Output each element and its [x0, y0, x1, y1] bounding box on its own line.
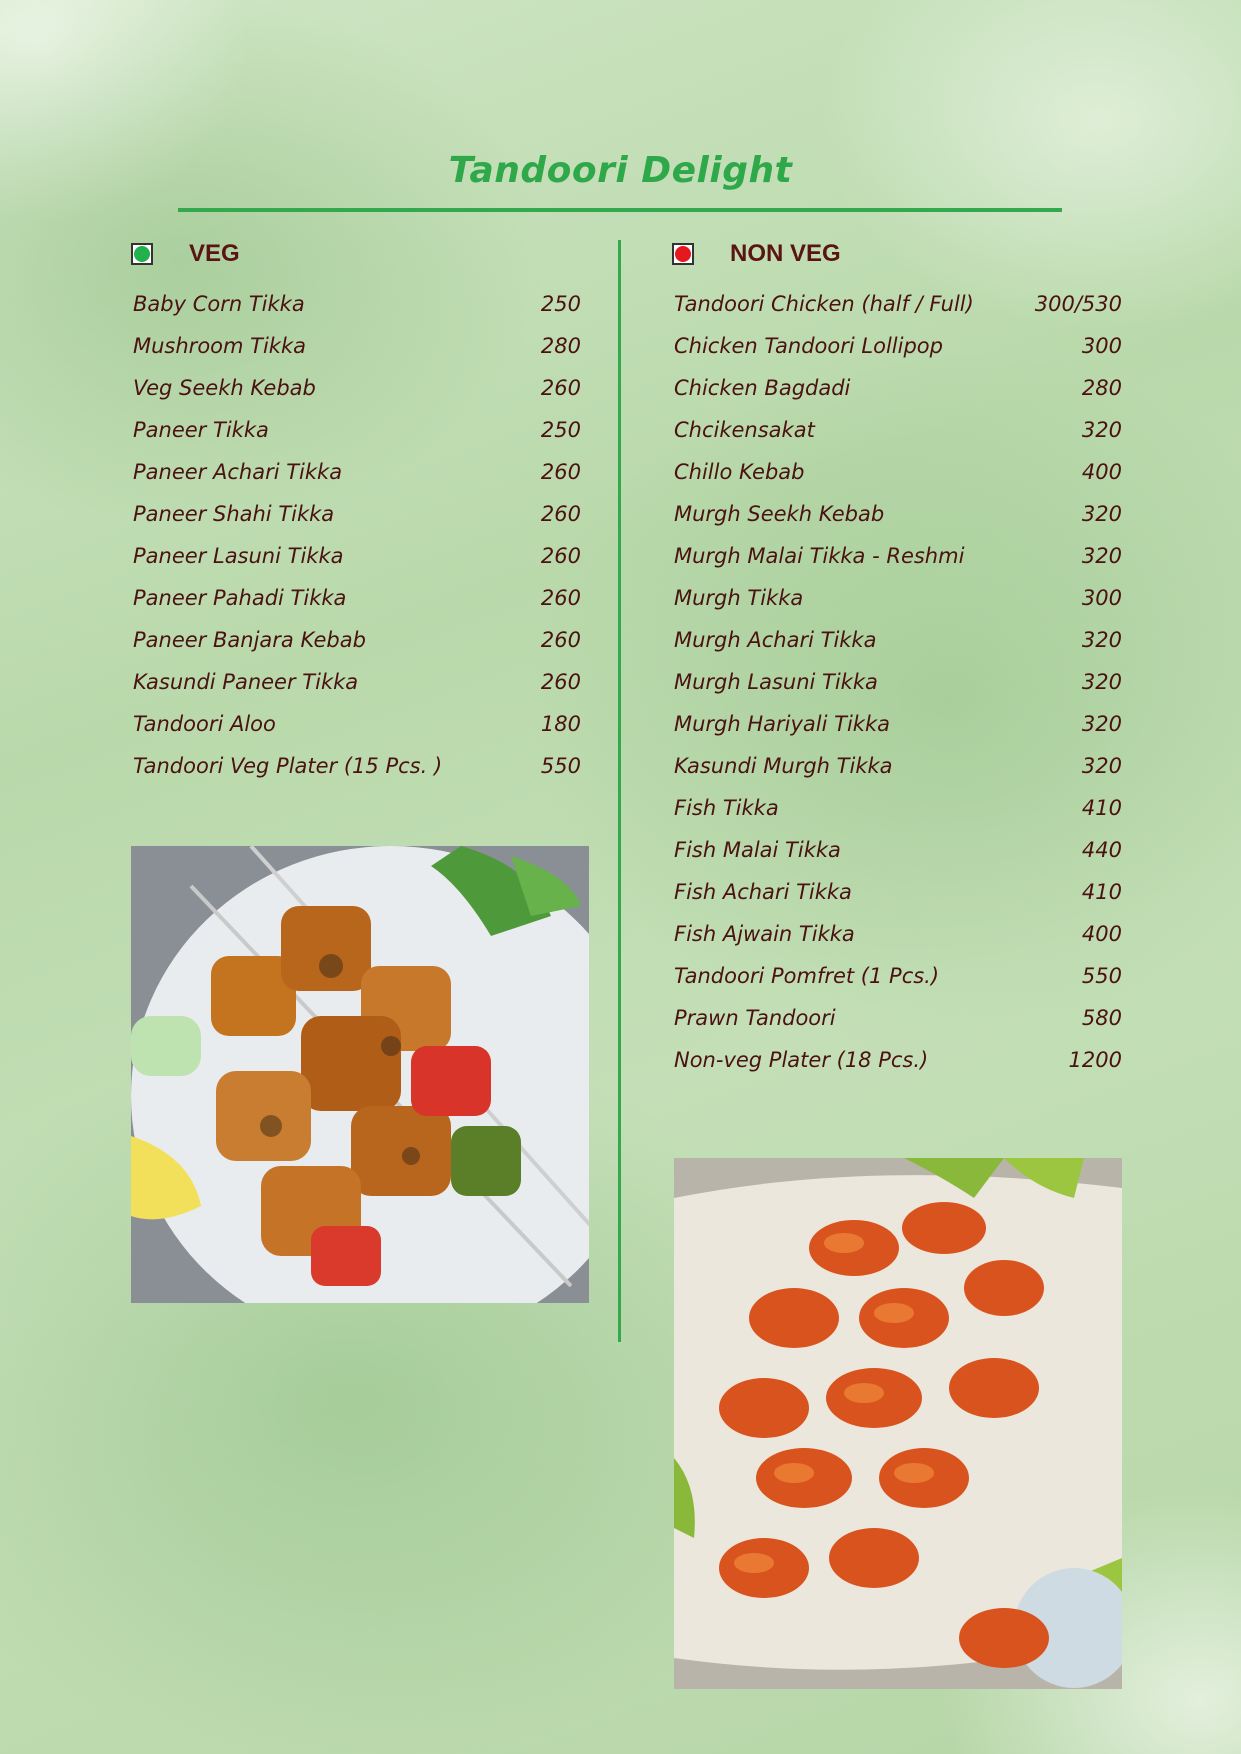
menu-item-name: Fish Tikka [674, 796, 779, 820]
menu-item [133, 283, 581, 325]
menu-item-name: Tandoori Chicken (half / Full) [674, 292, 974, 316]
menu-item-name: Paneer Lasuni Tikka [133, 544, 344, 568]
menu-item [674, 703, 1122, 745]
menu-item-name: Murgh Tikka [674, 586, 804, 610]
menu-item-name: Chicken Bagdadi [674, 376, 851, 400]
menu-item-name: Non-veg Plater (18 Pcs.) [674, 1048, 929, 1072]
menu-item-price: 250 [540, 292, 581, 316]
menu-item [674, 619, 1122, 661]
menu-item [133, 745, 581, 787]
menu-item-price: 320 [1081, 754, 1122, 778]
menu-item [674, 661, 1122, 703]
menu-item [674, 829, 1122, 871]
menu-item-name: Prawn Tandoori [674, 1006, 836, 1030]
menu-item [674, 577, 1122, 619]
veg-section-header [131, 240, 240, 268]
menu-item-price: 300 [1081, 586, 1122, 610]
menu-item [133, 325, 581, 367]
menu-item [674, 535, 1122, 577]
paneer-tikka-photo [131, 846, 589, 1303]
menu-item-name: Mushroom Tikka [133, 334, 306, 358]
menu-item-price: 320 [1081, 712, 1122, 736]
menu-item-name: Fish Ajwain Tikka [674, 922, 855, 946]
menu-item [133, 703, 581, 745]
nonveg-menu-list [674, 283, 1122, 1081]
menu-item-price: 260 [540, 670, 581, 694]
menu-item-price: 320 [1081, 670, 1122, 694]
menu-item [133, 451, 581, 493]
menu-item-name: Kasundi Paneer Tikka [133, 670, 359, 694]
menu-item-price: 180 [540, 712, 581, 736]
menu-item [674, 451, 1122, 493]
menu-item-price: 320 [1081, 544, 1122, 568]
menu-item-price: 260 [540, 628, 581, 652]
menu-item-name: Chicken Tandoori Lollipop [674, 334, 943, 358]
title-underline [178, 208, 1062, 212]
menu-item-price: 400 [1081, 922, 1122, 946]
menu-item-name: Veg Seekh Kebab [133, 376, 316, 400]
column-divider [618, 240, 621, 1342]
menu-item [674, 1039, 1122, 1081]
menu-item-price: 260 [540, 460, 581, 484]
menu-item [674, 955, 1122, 997]
menu-item-price: 260 [540, 544, 581, 568]
menu-item-name: Paneer Tikka [133, 418, 269, 442]
menu-item-price: 250 [540, 418, 581, 442]
menu-item-name: Tandoori Aloo [133, 712, 276, 736]
prawn-tandoori-photo [674, 1158, 1122, 1689]
veg-symbol-icon [131, 243, 153, 265]
menu-item [674, 409, 1122, 451]
menu-item [674, 367, 1122, 409]
veg-heading: VEG [189, 240, 240, 267]
menu-item [674, 745, 1122, 787]
menu-item [133, 661, 581, 703]
menu-item-price: 300/530 [1034, 292, 1122, 316]
menu-item-name: Kasundi Murgh Tikka [674, 754, 893, 778]
menu-item [133, 535, 581, 577]
menu-item-price: 580 [1081, 1006, 1122, 1030]
menu-item-name: Murgh Malai Tikka - Reshmi [674, 544, 965, 568]
menu-item-price: 260 [540, 376, 581, 400]
page-title: Tandoori Delight [448, 150, 793, 191]
menu-item-name: Murgh Lasuni Tikka [674, 670, 878, 694]
menu-item [133, 577, 581, 619]
menu-item-price: 400 [1081, 460, 1122, 484]
nonveg-section-header [672, 240, 841, 268]
menu-item-name: Murgh Seekh Kebab [674, 502, 885, 526]
menu-item [133, 493, 581, 535]
menu-item-price: 550 [1081, 964, 1122, 988]
menu-item-price: 320 [1081, 628, 1122, 652]
menu-item [674, 283, 1122, 325]
menu-item-price: 320 [1081, 418, 1122, 442]
menu-item-price: 260 [540, 586, 581, 610]
menu-item-name: Chillo Kebab [674, 460, 805, 484]
menu-item-name: Paneer Pahadi Tikka [133, 586, 347, 610]
menu-item-price: 1200 [1068, 1048, 1122, 1072]
menu-item-name: Chcikensakat [674, 418, 815, 442]
menu-item-name: Murgh Achari Tikka [674, 628, 877, 652]
menu-item-price: 410 [1081, 880, 1122, 904]
menu-item-name: Tandoori Pomfret (1 Pcs.) [674, 964, 940, 988]
menu-item-name: Murgh Hariyali Tikka [674, 712, 890, 736]
menu-item-name: Paneer Achari Tikka [133, 460, 343, 484]
menu-item-price: 300 [1081, 334, 1122, 358]
menu-item-name: Fish Achari Tikka [674, 880, 852, 904]
menu-item [133, 367, 581, 409]
menu-item [133, 619, 581, 661]
menu-item-price: 260 [540, 502, 581, 526]
menu-item-name: Fish Malai Tikka [674, 838, 841, 862]
menu-item-name: Paneer Banjara Kebab [133, 628, 366, 652]
menu-item [674, 325, 1122, 367]
veg-menu-list [133, 283, 581, 787]
menu-item-price: 440 [1081, 838, 1122, 862]
menu-item-price: 320 [1081, 502, 1122, 526]
non-veg-symbol-icon [672, 243, 694, 265]
menu-item-name: Tandoori Veg Plater (15 Pcs. ) [133, 754, 443, 778]
menu-item [674, 997, 1122, 1039]
menu-item [674, 493, 1122, 535]
nonveg-heading: NON VEG [730, 240, 841, 267]
menu-item [133, 409, 581, 451]
menu-item-name: Baby Corn Tikka [133, 292, 305, 316]
menu-item [674, 787, 1122, 829]
menu-item-price: 550 [540, 754, 581, 778]
menu-item-price: 280 [1081, 376, 1122, 400]
menu-item [674, 913, 1122, 955]
menu-item [674, 871, 1122, 913]
menu-item-price: 280 [540, 334, 581, 358]
menu-item-name: Paneer Shahi Tikka [133, 502, 335, 526]
menu-item-price: 410 [1081, 796, 1122, 820]
